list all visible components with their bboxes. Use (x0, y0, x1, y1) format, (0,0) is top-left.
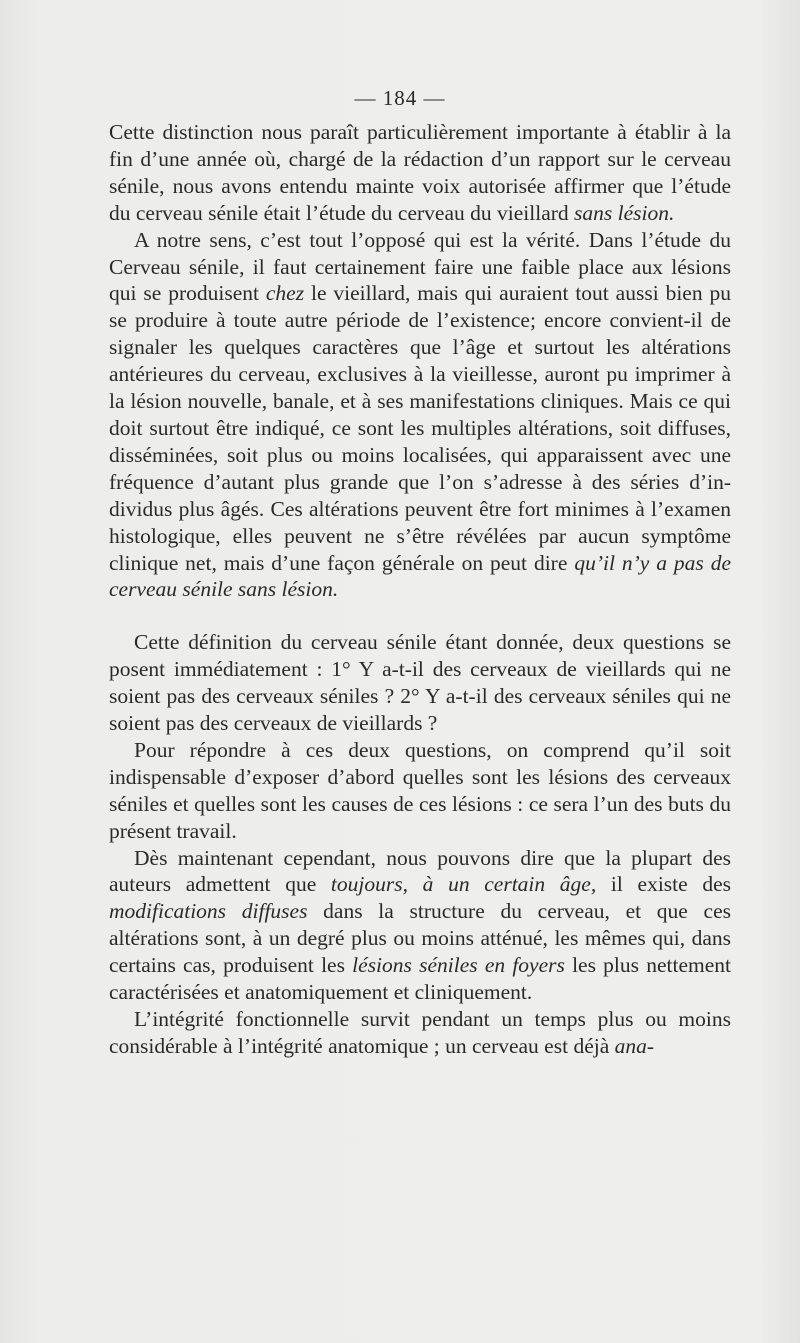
text-run: dans la structure du cerveau, et que ces altérations sont, à un degré plus ou moins atténué, les mêmes qui, dans certains cas, produisent les (109, 899, 731, 978)
text-run: Dès maintenant cependant, nous pouvons dire que la plupart des auteurs admettent que (109, 845, 731, 897)
paragraph (109, 1006, 731, 1060)
page-number: — 184 — (354, 86, 446, 110)
paragraph (109, 629, 731, 737)
italic-run: qu’il n’y a pas de cerveau sénile sans lésion. (109, 550, 731, 602)
text-run: A notre sens, c’est tout l’opposé qui est la vérité. Dans l’étude du Cerveau sénile, il faut certainement faire une faible place aux lésions qui se produisent (109, 227, 731, 306)
italic-run: lésions séniles en foyers (352, 953, 565, 978)
paragraph (109, 737, 731, 845)
text-run: Cette distinction nous paraît particulièrement importante à établir à la fin d’une année où, chargé de la rédaction d’un rapport sur le cerveau sénile, nous avons entendu mainte voix autorisée affirmer que l’étude du cerveau sénile était l’étude du cerveau du vieillard (109, 120, 731, 225)
text-run: L’intégrité fonctionnelle survit pendant un temps plus ou moins considérable à l’intégrité anatomique ; un cerveau est déjà (109, 1007, 731, 1058)
paragraph (109, 227, 731, 604)
paragraph (109, 845, 731, 1006)
italic-run: modifications diffuses (109, 899, 308, 924)
text-run: Cette définition du cerveau sénile étant donnée, deux questions se posent immédiatement : 1° Y a-t-il des cerveaux de vieillards qui ne soient pas des cerveaux séniles ? 2° Y a-t-il des cerveaux séniles qui ne soient pas des cerveaux de vieillards ? (109, 630, 731, 736)
text-run: les plus nettement caractérisées et anatomiquement et cliniquement. (109, 953, 731, 1005)
text-run: il existe des (596, 872, 732, 897)
body-text (109, 119, 731, 1060)
italic-run: sans lésion. (574, 200, 675, 225)
italic-run: ana- (614, 1033, 655, 1058)
italic-run: chez (265, 281, 305, 306)
text-run: Pour répondre à ces deux questions, on comprend qu’il soit indispensable d’exposer d’abord quelles sont les lésions des cerveaux séniles et quelles sont les causes de ces lésions : ce sera l’un des buts du présent travail. (109, 737, 731, 843)
paragraph (109, 119, 731, 227)
text-run: le vieillard, mais qui auraient tout aussi bien pu se produire à toute autre période de l’existence; encore convient-il de signaler les quelques caractères que l’âge et surtout les altérations antérieures du cerveau, exclusives à la vieillesse, auront pu imprimer à la lésion nouvelle, banale, et à ses manifestations cliniques. Mais ce qui doit surtout être indiqué, ce sont les multiples altérations, soit diffuses, disséminées, soit plus ou moins localisées, qui apparaissent avec une fréquence d’autant plus grande que l’on s’adresse à des séries d’individus plus âgés. Ces altérations peuvent être fort minimes à l’examen histologique, elles peuvent ne s’être révélées par aucun symptôme clinique net, mais d’une façon générale on peut dire (109, 281, 731, 575)
italic-run: toujours, à un certain âge, (330, 872, 597, 897)
